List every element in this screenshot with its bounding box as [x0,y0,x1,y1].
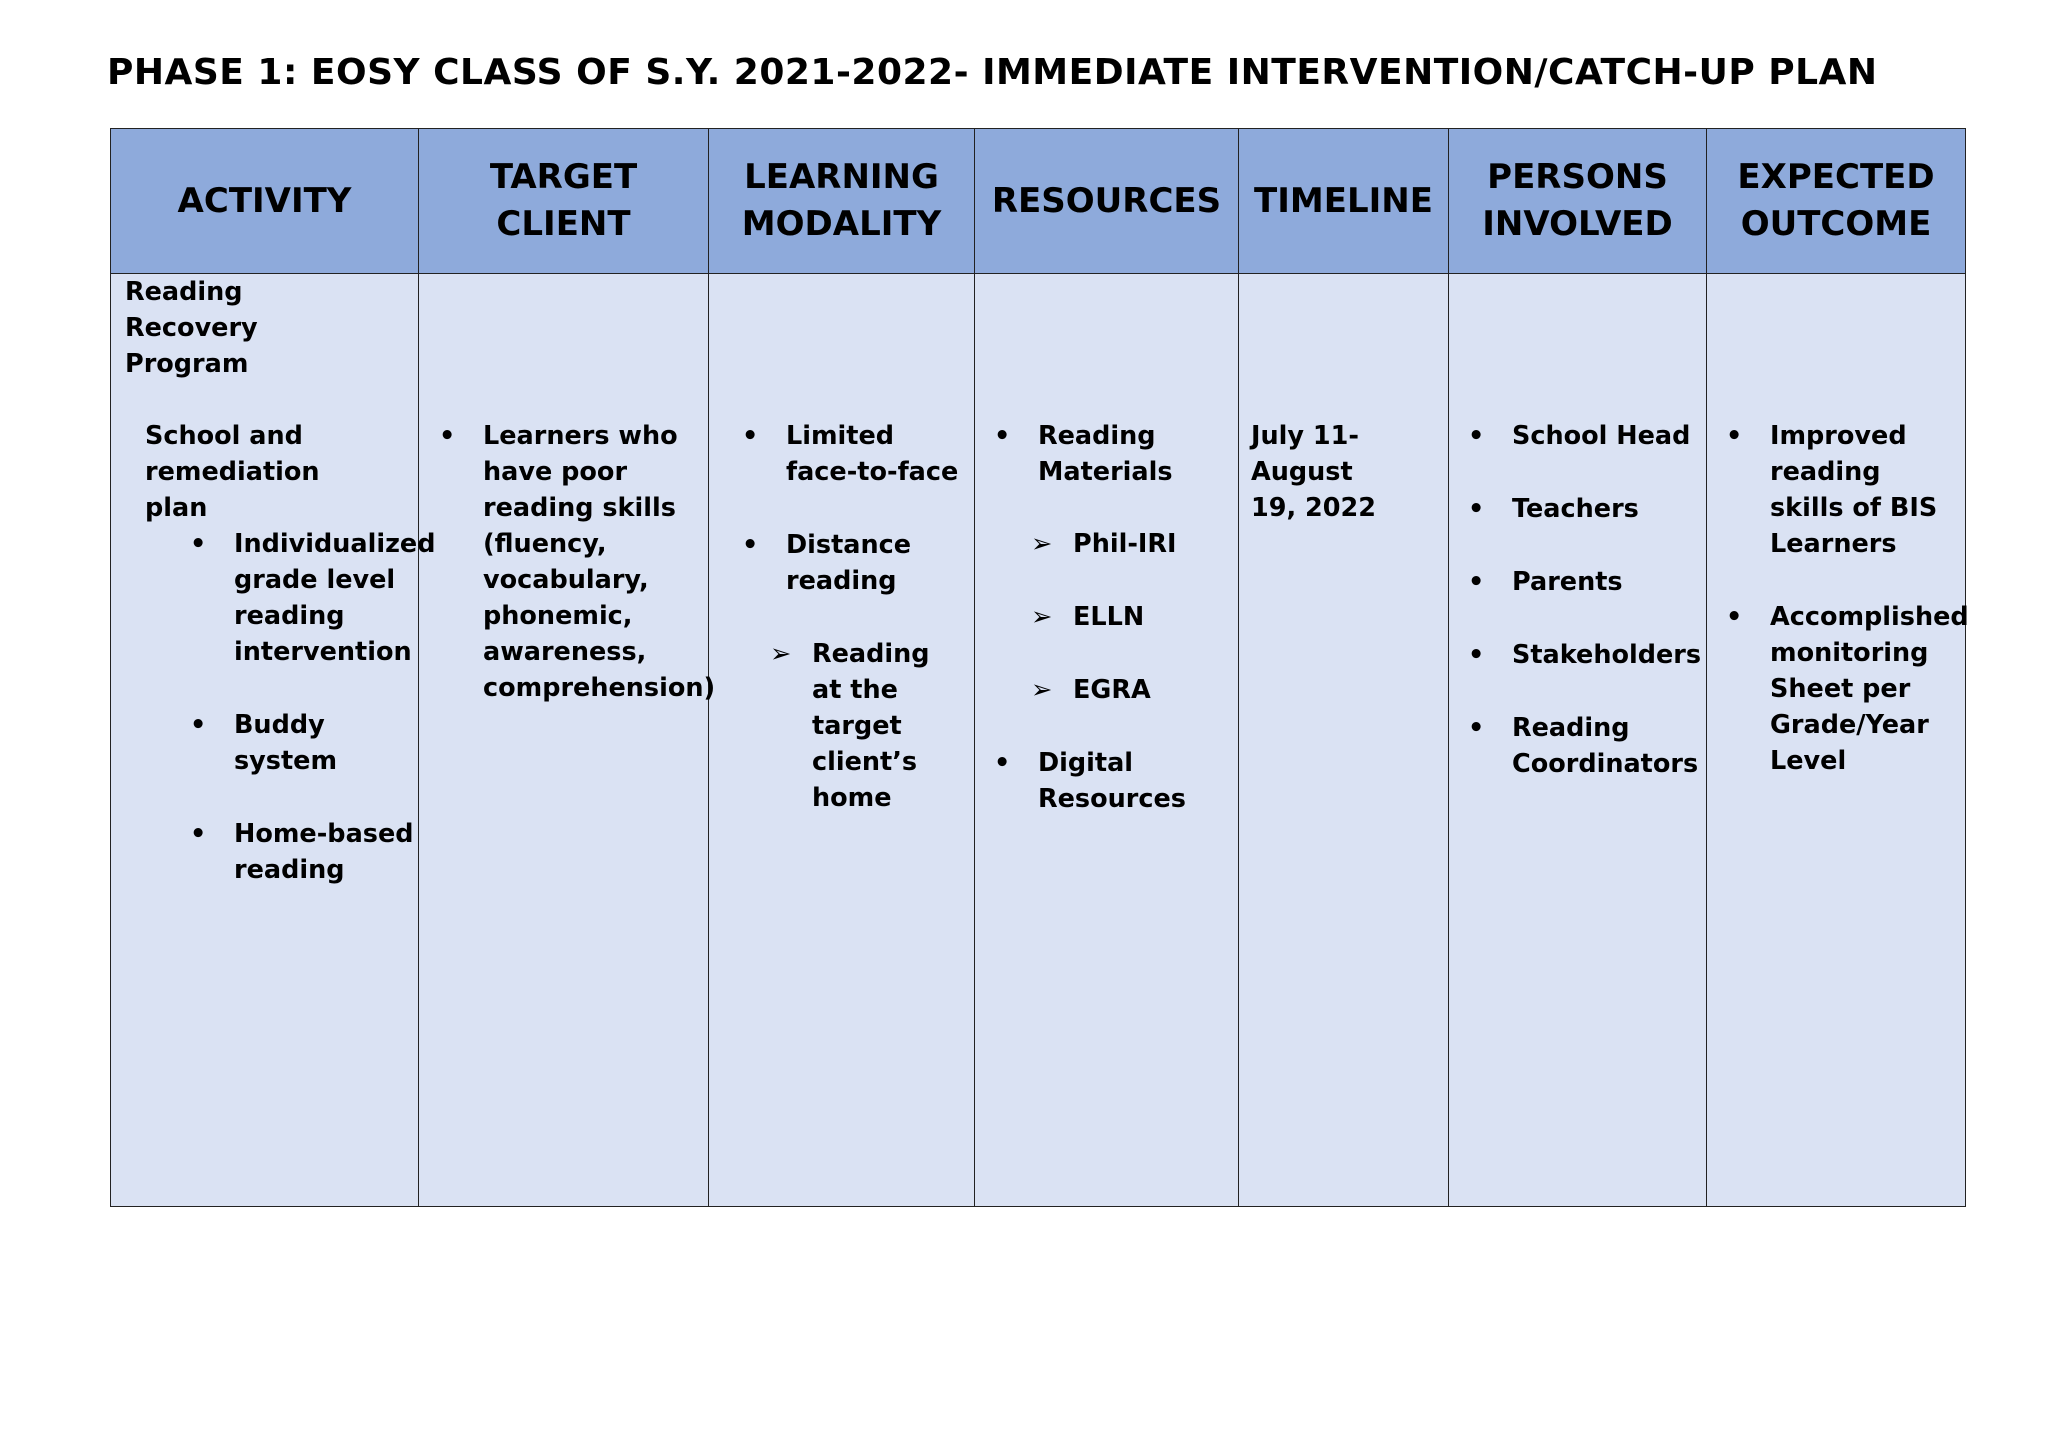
list-item: • Parents [1468,567,1623,597]
list-item: ➢ Reading at the target client’s home [770,639,930,813]
header-resources: RESOURCES [975,129,1239,274]
cell-target-client [419,274,716,1207]
timeline-text: July 11- August 19, 2022 [1251,421,1377,523]
target-client-list [439,418,716,706]
list-item: • Accomplished monitoring Sheet per Grade/Year Level [1726,602,1969,776]
persons-involved-list [1468,418,1702,782]
cell-learning-modality [709,274,975,1207]
list-item: • Improved reading skills of BIS Learners [1726,421,1938,559]
cell-expected-outcome [1707,274,1969,1207]
header-target-client: TARGET CLIENT [419,129,709,274]
intervention-plan-table [110,128,1969,1207]
cell-timeline [1239,274,1449,1207]
list-item: ➢ Phil-IRI [1031,529,1177,559]
resources-sublist [1031,526,1223,708]
header-persons-involved: PERSONS INVOLVED [1449,129,1707,274]
list-item: • Distance reading [742,530,912,596]
list-item: • Learners who have poor reading skills (fluency, vocabulary, phonemic, awareness, comprehension) [439,421,716,703]
header-timeline: TIMELINE [1239,129,1449,274]
header-row [111,129,1966,274]
list-item: • Reading Materials [994,421,1173,487]
list-item: ➢ ELLN [1031,602,1145,632]
list-item: • Stakeholders [1468,640,1702,670]
cell-activity [111,274,436,1207]
header-activity: ACTIVITY [111,129,419,274]
resources-list-2 [994,745,1228,817]
learning-modality-sublist [770,636,962,816]
cell-resources [975,274,1239,1207]
activity-plan: School and remediation plan [145,421,320,523]
list-item: • Individualized grade level reading intervention [190,529,436,667]
list-item: • Reading Coordinators [1468,713,1699,779]
table-row [111,274,1966,1207]
activity-list [190,526,436,888]
learning-modality-list [742,418,966,599]
page-title: PHASE 1: EOSY CLASS OF S.Y. 2021-2022- IMMEDIATE INTERVENTION/CATCH-UP PLAN [107,52,1878,93]
list-item: • Digital Resources [994,748,1186,814]
activity-program: Reading Recovery Program [125,277,258,379]
list-item: • Buddy system [190,710,338,776]
resources-list [994,418,1228,490]
header-expected-outcome: EXPECTED OUTCOME [1707,129,1966,274]
cell-persons-involved [1449,274,1707,1207]
list-item: ➢ EGRA [1031,675,1151,705]
list-item: • Limited face-to-face [742,421,959,487]
list-item: • Home-based reading [190,819,414,885]
header-learning-modality: LEARNING MODALITY [709,129,975,274]
list-item: • School Head [1468,421,1691,451]
expected-outcome-list [1726,418,1969,779]
list-item: • Teachers [1468,494,1639,524]
